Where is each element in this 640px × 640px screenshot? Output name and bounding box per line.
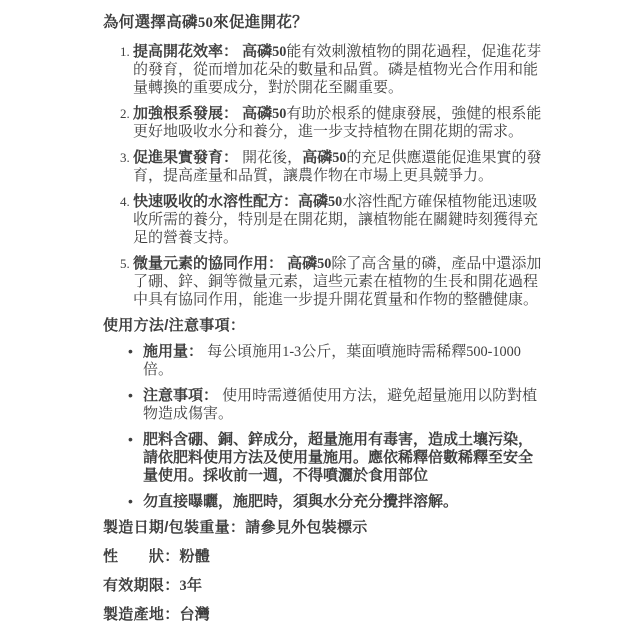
text-run: 使用時需遵循使用方法，避免超量施用以防對植物造成傷害。 bbox=[143, 387, 538, 422]
page-title bbox=[103, 13, 543, 33]
bullet-icon: • bbox=[128, 387, 133, 403]
usage-note-text-1 bbox=[143, 343, 543, 379]
text-run: 快速吸收的水溶性配方：高磷50 bbox=[133, 193, 343, 210]
text-run: 的充足供應還能促進果實的發育，提高產量和品質，讓農作物在市場上更具競爭力。 bbox=[133, 149, 542, 184]
usage-note-list bbox=[103, 343, 543, 511]
text-run: 製造日期/包裝重量：請參見外包裝標示 bbox=[103, 519, 368, 536]
benefit-text-3 bbox=[133, 149, 543, 185]
latin-text: 50 bbox=[197, 15, 214, 31]
usage-note-item-2 bbox=[103, 387, 543, 423]
list-number-2: 2. bbox=[120, 106, 130, 121]
usage-note-text-2 bbox=[143, 387, 543, 423]
text-run: 性 狀：粉體 bbox=[103, 548, 211, 565]
benefit-item-3 bbox=[103, 149, 543, 185]
latin-text: 50 bbox=[328, 194, 343, 210]
text-run: 勿直接曝曬，施肥時，須與水分充分攪拌溶解。 bbox=[143, 493, 459, 510]
benefit-item-4 bbox=[103, 193, 543, 247]
benefit-text-4 bbox=[133, 193, 543, 247]
benefit-text-5 bbox=[133, 255, 543, 309]
bullet-icon: • bbox=[128, 493, 133, 509]
latin-text: 50 bbox=[272, 106, 287, 122]
text-run: 施用量： bbox=[143, 343, 208, 360]
text-run: 高磷50 bbox=[302, 149, 347, 166]
info-line-form bbox=[103, 548, 543, 566]
text-run: 肥料含硼、銅、鋅成分，超量施用有毒害，造成土壤污染，請依肥料使用方法及使用量施用。應依稀釋倍數稀釋至安全量使用。採收前一週，不得噴灑於食用部位 bbox=[143, 431, 534, 484]
latin-text: 50 bbox=[332, 150, 347, 166]
text-run: 每公頃施用1-3公斤，葉面噴施時需稀釋500-1000倍。 bbox=[143, 343, 521, 378]
benefit-text-2 bbox=[133, 105, 543, 141]
usage-section-heading bbox=[103, 317, 543, 335]
latin-text: 50 bbox=[272, 44, 287, 60]
bullet-icon: • bbox=[128, 343, 133, 359]
text-run: 促進果實發育： bbox=[133, 149, 243, 166]
bullet-icon: • bbox=[128, 431, 133, 447]
usage-note-item-3 bbox=[103, 431, 543, 485]
product-info-section bbox=[103, 519, 543, 624]
benefit-item-1 bbox=[103, 43, 543, 97]
text-run: 水溶性配方確保植物能迅速吸收所需的養分，特別是在開花期，讓植物能在關鍵時刻獲得充足的營養支持。 bbox=[133, 193, 539, 246]
text-run: 有助於根系的健康發展，強健的根系能更好地吸收水分和養分，進一步支持植物在開花期的需求。 bbox=[133, 105, 542, 140]
list-number-3: 3. bbox=[120, 150, 130, 165]
text-run: 使用方法/注意事項： bbox=[103, 317, 246, 334]
latin-text: 500-1000 bbox=[466, 344, 521, 360]
info-line-origin bbox=[103, 606, 543, 624]
usage-note-item-4 bbox=[103, 493, 543, 511]
text-run: 除了高含量的磷，產品中還添加了硼、鋅、銅等微量元素，這些元素在植物的生長和開花過程中具有協同作用，能進一步提升開花質量和作物的整體健康。 bbox=[133, 255, 542, 308]
benefit-text-1 bbox=[133, 43, 543, 97]
list-number-5: 5. bbox=[120, 256, 130, 271]
benefit-list bbox=[103, 43, 543, 309]
text-run: 製造產地：台灣 bbox=[103, 606, 211, 623]
text-run: 提高開花效率： 高磷50 bbox=[133, 43, 287, 60]
usage-note-text-3 bbox=[143, 431, 543, 485]
latin-text: 1-3 bbox=[282, 344, 302, 360]
latin-text: 50 bbox=[317, 256, 332, 272]
text-run: 開花後， bbox=[242, 149, 303, 166]
benefit-item-2 bbox=[103, 105, 543, 141]
text-run: 微量元素的協同作用： 高磷50 bbox=[133, 255, 332, 272]
latin-text: 3 bbox=[179, 578, 187, 594]
text-run: 注意事項： bbox=[143, 387, 223, 404]
usage-note-text-4 bbox=[143, 493, 543, 511]
text-run: 能有效刺激植物的開花過程，促進花芽的發育，從而增加花朵的數量和品質。磷是植物光合作用和能量轉換的重要成分，對於開花至關重要。 bbox=[133, 43, 542, 96]
text-run: 有效期限：3年 bbox=[103, 577, 203, 594]
info-line-manufacture-date bbox=[103, 519, 543, 537]
text-run: 為何選擇高磷50來促進開花？ bbox=[103, 14, 308, 31]
text-run: 加強根系發展： 高磷50 bbox=[133, 105, 287, 122]
info-line-expiry bbox=[103, 577, 543, 595]
list-number-4: 4. bbox=[120, 194, 130, 209]
usage-note-item-1 bbox=[103, 343, 543, 379]
list-number-1: 1. bbox=[120, 44, 130, 59]
benefit-item-5 bbox=[103, 255, 543, 309]
